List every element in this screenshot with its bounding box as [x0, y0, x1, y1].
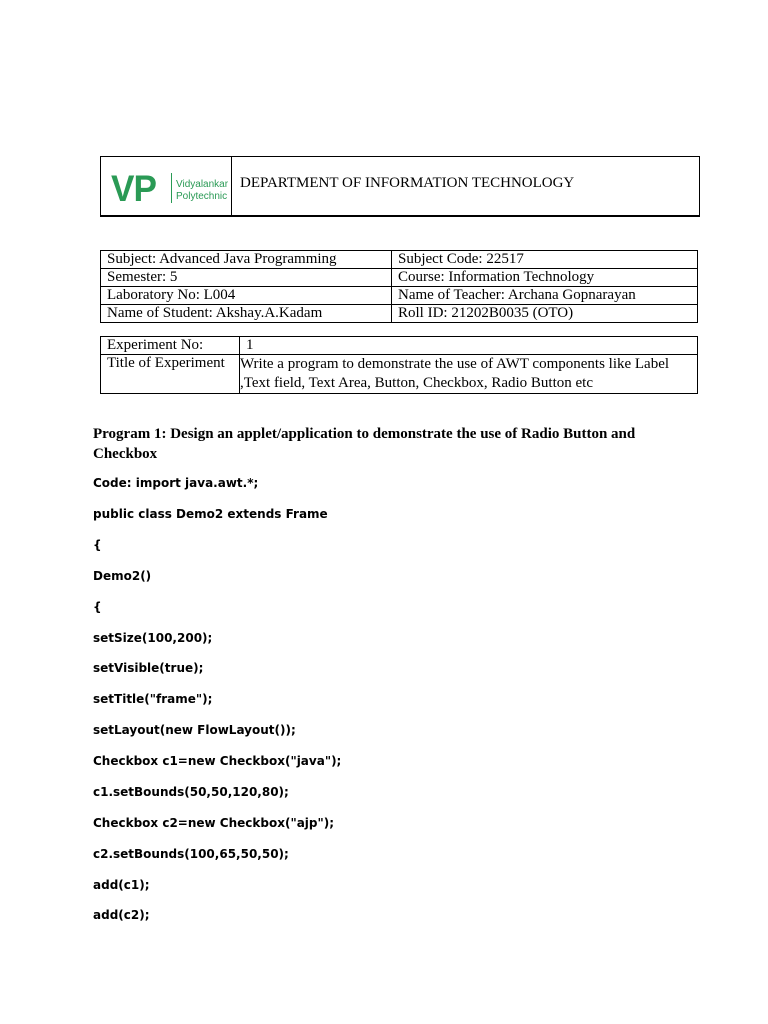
- code-line: Demo2(): [93, 569, 152, 583]
- experiment-no-value: 1: [240, 337, 698, 355]
- table-row: [101, 251, 698, 269]
- table-row: [101, 305, 698, 323]
- experiment-table: [100, 336, 698, 394]
- teacher-cell: Name of Teacher: Archana Gopnarayan: [392, 287, 698, 305]
- course-cell: Course: Information Technology: [392, 269, 698, 287]
- laboratory-cell: Laboratory No: L004: [101, 287, 392, 305]
- program-heading: Program 1: Design an applet/application to demonstrate the use of Radio Button and Checkbox: [93, 426, 636, 462]
- table-row: [101, 287, 698, 305]
- roll-id-cell: Roll ID: 21202B0035 (OTO): [392, 305, 698, 323]
- logo-divider: [171, 173, 172, 203]
- code-line: add(c2);: [93, 908, 150, 922]
- experiment-title-value: Write a program to demonstrate the use of AWT components like Label ,Text field, Text Area, Button, Checkbox, Radio Button etc: [240, 355, 698, 394]
- subject-cell: Subject: Advanced Java Programming: [101, 251, 392, 269]
- table-row: [101, 269, 698, 287]
- semester-cell: Semester: 5: [101, 269, 392, 287]
- code-line: public class Demo2 extends Frame: [93, 507, 328, 521]
- experiment-title-label: Title of Experiment: [101, 355, 240, 394]
- info-table: [100, 250, 698, 323]
- code-line: Code: import java.awt.*;: [93, 476, 259, 490]
- logo: [101, 157, 232, 215]
- table-row: [101, 355, 698, 394]
- document-header: [100, 156, 700, 217]
- code-line: c1.setBounds(50,50,120,80);: [93, 785, 289, 799]
- experiment-no-label: Experiment No:: [101, 337, 240, 355]
- logo-name-line-2: Polytechnic: [176, 191, 228, 202]
- code-line: setLayout(new FlowLayout());: [93, 723, 296, 737]
- logo-name-line-1: Vidyalankar: [176, 179, 229, 190]
- table-row: [101, 337, 698, 355]
- student-cell: Name of Student: Akshay.A.Kadam: [101, 305, 392, 323]
- code-line: setTitle("frame");: [93, 692, 213, 706]
- code-line: Checkbox c1=new Checkbox("java");: [93, 754, 342, 768]
- code-line: setSize(100,200);: [93, 631, 213, 645]
- department-title: DEPARTMENT OF INFORMATION TECHNOLOGY: [240, 175, 575, 191]
- subject-code-cell: Subject Code: 22517: [392, 251, 698, 269]
- code-line: {: [93, 538, 102, 552]
- logo-letters: VP: [111, 168, 156, 209]
- code-line: add(c1);: [93, 878, 150, 892]
- code-line: Checkbox c2=new Checkbox("ajp");: [93, 816, 335, 830]
- code-line: setVisible(true);: [93, 661, 204, 675]
- code-line: c2.setBounds(100,65,50,50);: [93, 847, 289, 861]
- code-line: {: [93, 600, 102, 614]
- logo-name: [176, 179, 228, 203]
